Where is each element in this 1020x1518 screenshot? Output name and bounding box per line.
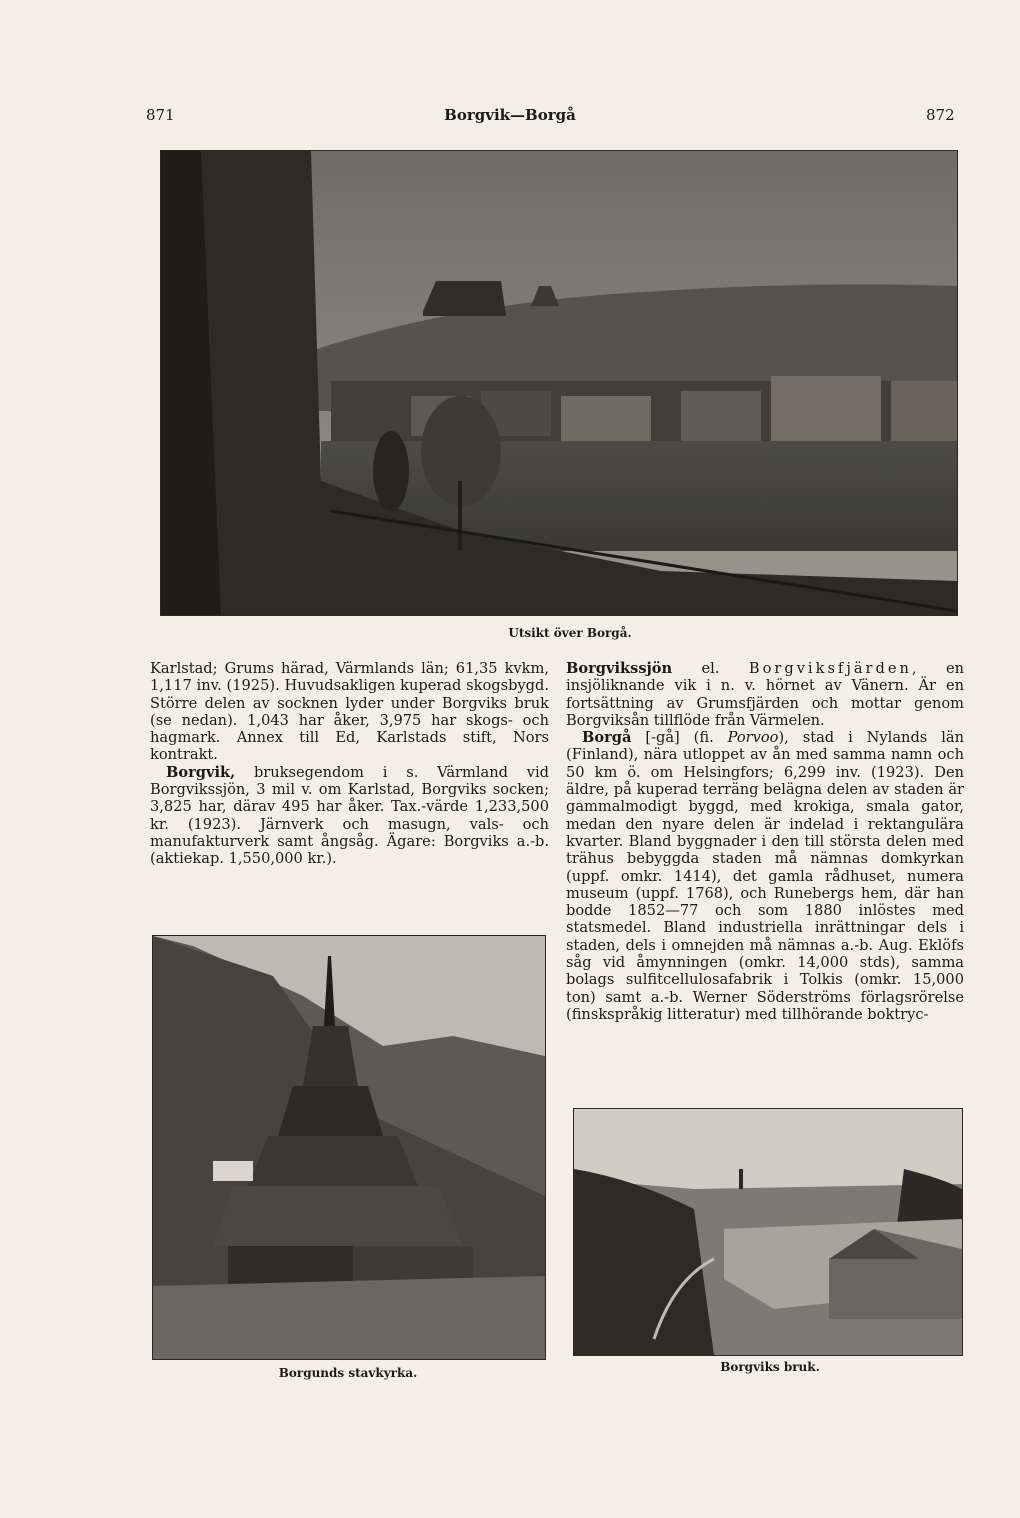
headword-borgvik: Borgvik, (166, 763, 236, 781)
page-number-left: 871 (146, 106, 175, 124)
paragraph-karlstad: Karlstad; Grums härad, Värmlands län; 61,35 kvkm, 1,117 inv. (1925). Huvudsakligen kuperad skogsbygd. Större delen av socknen lyder under Borgviks bruk (se nedan). 1,043 har åker, 3,975 har skogs- och hagmark. Annex till Ed, Karlstads stift, Nors kontrakt. (150, 660, 549, 764)
borgviksfjarden-spaced: Borgviksfjärden (748, 660, 912, 677)
photo-borgvik-works (573, 1108, 963, 1356)
caption-borga-view: Utsikt över Borgå. (508, 626, 632, 640)
running-title: Borgvik—Borgå (444, 106, 576, 124)
borga-text: ), stad i Nylands län (Finland), nära utloppet av ån med samma namn och 50 km ö. om Helsingfors; 6,299 inv. (1923). Den äldre, på kuperad terräng belägna delen av staden är gammalmodigt byggd, med krokiga, smala gator, medan den nyare delen är indelad i rektangulära kvarter. Bland byggnader i den till största delen med trähus bebyggda staden må nämnas domkyrkan (uppf. omkr. 1414), det gamla rådhuset, numera museum (uppf. 1768), och Runebergs hem, där han bodde 1852—77 och som 1880 inlöstes med statsmedel. Bland industriella inrättningar dels i staden, dels i omnejden må nämnas a.-b. Aug. Eklöfs såg vid åmynningen (omkr. 14,000 stds), samma bolags sulfitcellulosafabrik i Tolkis (omkr. 15,000 ton) samt a.-b. Werner Söderströms förlagsrörelse (finskspråkig litteratur) med tillhörande boktryc- (566, 729, 964, 1023)
borga-finnish-name: Porvoo (727, 729, 779, 747)
borgvikssjon-connector: el. (672, 660, 749, 677)
paragraph-borgvikssjon (566, 660, 964, 729)
borga-pronunciation: [-gå] (fi. (631, 729, 728, 747)
photo-borgund-stave-church (152, 935, 546, 1360)
left-column (150, 660, 549, 868)
page-number-right: 872 (926, 106, 955, 124)
right-column (566, 660, 964, 1023)
borgvik-text: bruksegendom i s. Värmland vid Borgvikssjön, 3 mil v. om Karlstad, Borgviks socken; 3,825 har, därav 495 har åker. Tax.-värde 1,233,500 kr. (1923). Järnverk och masugn, vals- och manufakturverk samt ångsåg. Ägare: Borgviks a.-b. (aktiekap. 1,550,000 kr.). (150, 763, 549, 868)
photo-borga-view (160, 150, 958, 616)
caption-borgvik-works: Borgviks bruk. (720, 1360, 820, 1374)
paragraph-borga (566, 729, 964, 1023)
borgvikssjon-text: , en insjöliknande vik i n. v. hörnet av Vänern. Är en fortsättning av Grumsfjärden och mottar genom Borgviksån tillflöde från Värmelen. (566, 660, 964, 729)
headword-borgvikssjon: Borgvikssjön (566, 660, 673, 677)
caption-borgund-stave-church: Borgunds stavkyrka. (278, 1366, 418, 1380)
headword-borga: Borgå (582, 729, 632, 747)
paragraph-borgvik (150, 764, 549, 868)
